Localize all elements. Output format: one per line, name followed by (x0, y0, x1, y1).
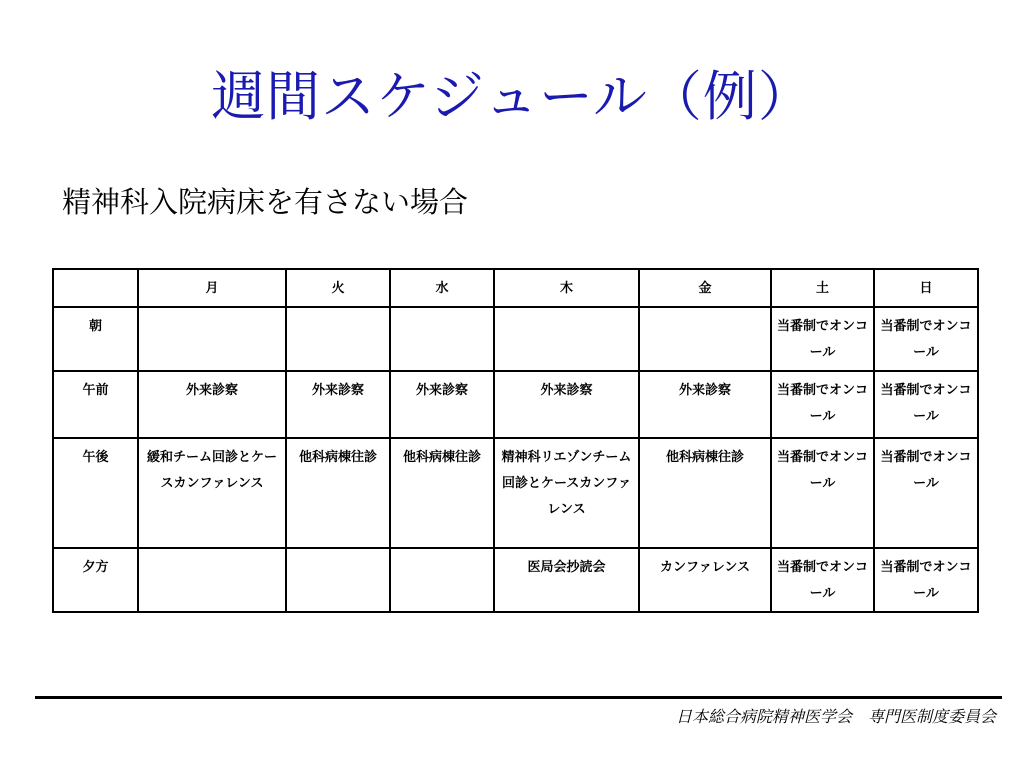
footer-divider (35, 696, 1002, 699)
table-cell: 外来診察 (286, 371, 390, 438)
row-label-evening: 夕方 (53, 548, 138, 612)
table-cell: 緩和チーム回診とケースカンファレンス (138, 438, 286, 548)
table-cell: 当番制でオンコール (874, 438, 978, 548)
table-cell (138, 548, 286, 612)
slide-subtitle: 精神科入院病床を有さない場合 (62, 185, 469, 219)
table-cell: 当番制でオンコール (874, 371, 978, 438)
day-header-tue: 火 (286, 269, 390, 307)
table-cell (639, 307, 771, 371)
table-row-morning (53, 307, 978, 371)
table-cell: カンファレンス (639, 548, 771, 612)
table-row-pm (53, 438, 978, 548)
day-header-mon: 月 (138, 269, 286, 307)
table-cell: 当番制でオンコール (771, 307, 874, 371)
table-row-evening (53, 548, 978, 612)
corner-cell (53, 269, 138, 307)
day-header-wed: 水 (390, 269, 494, 307)
day-header-thu: 木 (494, 269, 639, 307)
table-cell: 医局会抄読会 (494, 548, 639, 612)
day-header-sat: 土 (771, 269, 874, 307)
table-row-am (53, 371, 978, 438)
table-cell (494, 307, 639, 371)
row-label-pm: 午後 (53, 438, 138, 548)
table-cell: 精神科リエゾンチーム回診とケースカンファレンス (494, 438, 639, 548)
header-row (53, 269, 978, 307)
table-cell (390, 548, 494, 612)
table-cell: 他科病棟往診 (286, 438, 390, 548)
weekly-schedule-table (52, 268, 979, 613)
table-cell: 外来診察 (639, 371, 771, 438)
table-cell: 外来診察 (138, 371, 286, 438)
row-label-am: 午前 (53, 371, 138, 438)
slide-title: 週間スケジュール（例） (211, 65, 813, 128)
table-cell: 外来診察 (390, 371, 494, 438)
row-label-morning: 朝 (53, 307, 138, 371)
table-cell: 当番制でオンコール (874, 548, 978, 612)
table-cell: 外来診察 (494, 371, 639, 438)
table-cell (390, 307, 494, 371)
footer-organization: 日本総合病院精神医学会 専門医制度委員会 (675, 707, 996, 726)
table-cell: 他科病棟往診 (639, 438, 771, 548)
table-cell: 当番制でオンコール (771, 438, 874, 548)
table-cell: 他科病棟往診 (390, 438, 494, 548)
table-cell: 当番制でオンコール (771, 371, 874, 438)
table-cell (286, 307, 390, 371)
day-header-fri: 金 (639, 269, 771, 307)
table-cell: 当番制でオンコール (771, 548, 874, 612)
table-cell (138, 307, 286, 371)
day-header-sun: 日 (874, 269, 978, 307)
table-cell (286, 548, 390, 612)
table-cell: 当番制でオンコール (874, 307, 978, 371)
